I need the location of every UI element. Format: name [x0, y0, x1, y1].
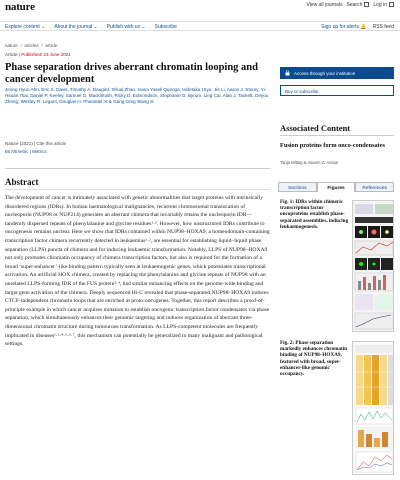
nav-explore-content[interactable]: Explore content ⌄	[5, 24, 46, 30]
article-title: Phase separation drives aberrant chromatin looping and cancer development	[5, 62, 258, 85]
figure-2-caption[interactable]: Fig. 2: Phase separation markedly enhances chromatin binding of NUP98–HOXA9, featured with broad, super-enhancer-like genomic occupancy.	[280, 340, 348, 378]
nature-logo[interactable]: nature	[5, 1, 35, 13]
tab-figures[interactable]: Figures	[317, 182, 356, 192]
search-link[interactable]: Search	[347, 2, 370, 8]
figure-1-image	[353, 201, 395, 333]
breadcrumb-nature[interactable]: nature	[5, 43, 18, 48]
user-icon	[389, 2, 394, 7]
author-list[interactable]: Jeong Hyun Ahn, Eric S. Davis, Timothy A. Daugird, Shuai Zhao, Ivana Yoseli Quiroga, Hidetaka Uryu, Jie Li, Aaron J. Storey, Yi-Hsuan Tsai, Daniel P. Keeley, Samuel G. Mackintosh, Ricky D. Edmondson, Stephanie D. Byrum, Ling Cai, Alan J. Tackett, Deyou Zheng, Wesley R. Legant, Douglas H. Phanstiel ✉ & Gang Greg Wang ✉	[5, 87, 269, 105]
top-links	[306, 2, 394, 8]
search-icon	[364, 2, 369, 7]
figure-2-thumbnail[interactable]	[352, 341, 394, 475]
associated-rule	[280, 135, 394, 136]
main-nav	[0, 21, 400, 31]
associated-article-title[interactable]: Fusion proteins form onco-condensates	[280, 142, 386, 149]
abstract-rule	[5, 189, 270, 190]
metrics-line[interactable]: 55 Altmetric | Metrics	[5, 149, 47, 154]
abstract-heading: Abstract	[5, 177, 39, 187]
nav-subscribe[interactable]: Subscribe	[154, 24, 177, 30]
rss-link[interactable]: RSS feed	[372, 24, 394, 30]
nav-about-journal[interactable]: About the journal ⌄	[54, 24, 98, 30]
buy-subscribe-button[interactable]: Buy or subscribe	[280, 85, 394, 96]
tab-references[interactable]: References	[355, 182, 394, 192]
associated-content-heading: Associated Content	[280, 123, 351, 133]
nav-publish-with-us[interactable]: Publish with us ⌄	[106, 24, 146, 30]
divider	[5, 168, 270, 169]
associated-article-authors: Tanja Mittag & Aseem Z. Ansari	[280, 160, 339, 165]
alerts-link[interactable]: Sign up for alerts 🔔	[321, 24, 367, 30]
institution-icon	[285, 70, 290, 76]
sidebar-tabs	[278, 182, 394, 192]
article-type: Article	[5, 52, 18, 57]
published-date: Published: 23 June 2021	[21, 52, 71, 57]
tab-sections[interactable]: Sections	[278, 182, 317, 192]
abstract-text: The development of cancer is intimately associated with genetic abnormalities that target proteins with intrinsically disordered regions (IDRs). In human haematological malignancies, recurrent chromosomal translocation of nucleoporin (NUP98 or NUP214) generates an aberrant chimera that invariably retains the nucleoporin IDR—tandemly dispersed repeats of phenylalanine and glycine residues¹·². However, how unstructured IDRs contribute to oncogenesis remains unclear. Here we show that IDRs contained within NUP98–HOXA9, a homeodomain-containing transcription factor chimera recurrently detected in leukaemias¹·², are essential for establishing liquid–liquid phase separation (LLPS) puncta of chimera and for inducing leukaemic transformation. Notably, LLPS of NUP98–HOXA9 not only promotes chromatin occupancy of chimera transcription factors, but also is required for the formation of a broad ‘super-enhancer’-like binding pattern typically seen at leukaemogenic genes, which potentiates transcriptional activation. An artificial HOX chimera, created by replacing the phenylalanine and glycine repeats of NUP98 with an unrelated LLPS-forming IDR of the FUS protein³·⁴, had similar enhancing effects on the genome-wide binding and target gene activation of the chimera. Deeply sequenced Hi-C revealed that phase-separated NUP98–HOXA9 induces CTCF-independent chromatin loops that are enriched at proto-oncogenes. Together, this report describes a proof-of-principle example in which cancer acquires mutation to establish oncogenic transcription factor condensates via phase separation, which simultaneously enhances their genomic targeting and induces organization of aberrant three-dimensional chromatin structure during tumourous transformation. As LLPS-competent molecules are frequently implicated in diseases¹·²·⁴·⁵·⁶·⁷, this mechanism can potentially be generalized to many malignant and pathological settings.	[5, 195, 270, 348]
figure-2-image	[353, 342, 395, 476]
breadcrumb-article: article	[45, 43, 58, 48]
top-bar	[0, 0, 400, 14]
breadcrumb-articles[interactable]: articles	[24, 43, 39, 48]
figure-1-thumbnail[interactable]	[352, 200, 394, 332]
article-meta: Article | Published: 23 June 2021	[5, 52, 71, 57]
citation-line[interactable]: Nature (2021) | Cite this article	[5, 141, 66, 146]
view-all-journals-link[interactable]: View all journals	[306, 2, 343, 8]
login-link[interactable]: Log in	[373, 2, 394, 8]
breadcrumb: nature > articles > article	[5, 43, 58, 48]
access-institution-button[interactable]: Access through your institution	[280, 67, 394, 79]
figure-1-caption[interactable]: Fig. 1: IDRs within chimeric transcription factor oncoproteins establish phase-separated assemblies, inducing leukaemogenesis.	[280, 199, 349, 230]
